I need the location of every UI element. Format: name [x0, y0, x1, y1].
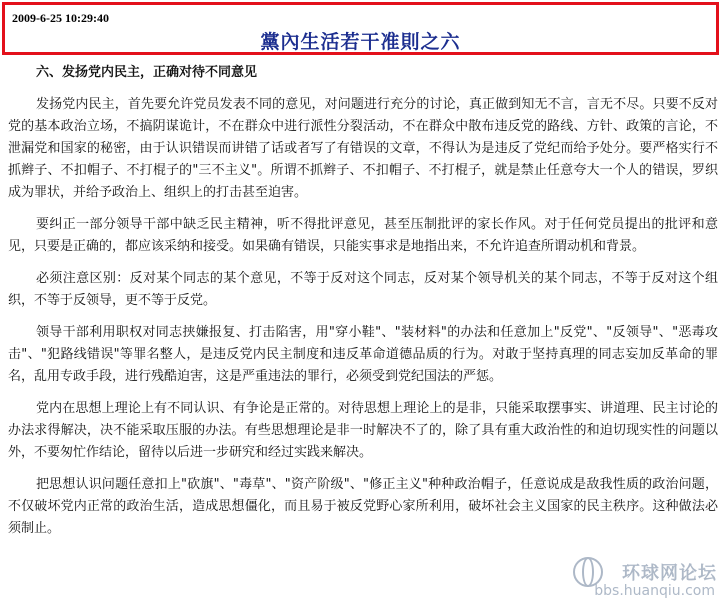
watermark-name: 环球网论坛: [622, 563, 717, 584]
watermark-url: bbs.huanqiu.com: [594, 583, 715, 599]
section-heading: 六、发扬党内民主，正确对待不同意见: [36, 65, 258, 80]
header-box: [2, 2, 719, 55]
watermark: [571, 555, 721, 605]
paragraph-3: 必须注意区别：反对某个同志的某个意见，不等于反对这个同志，反对某个领导机关的某个同志，不等于反对这个组织，不等于反领导，更不等于反党。: [8, 271, 718, 308]
page-title: 黨內生活若干准則之六: [260, 31, 461, 53]
article-body: [8, 62, 718, 550]
paragraph-1: 发扬党内民主，首先要允许党员发表不同的意见，对问题进行充分的讨论，真正做到知无不言，言无不尽。只要不反对党的基本政治立场，不搞阴谋诡计，不在群众中进行派性分裂活动，不在群众中散布违反党的路线、方针、政策的言论，不泄漏党和国家的秘密，由于认识错误而讲错了话或者写了有错误的文章，不得认为是违反了党纪而给予处分。要严格实行不抓辫子、不扣帽子、不打棍子的"三不主义"。所谓不抓辫子、不扣帽子、不打棍子，就是禁止任意夸大一个人的错误，罗织成为罪状，并给予政治上、组织上的打击甚至迫害。: [8, 97, 718, 200]
paragraph-2: 要纠正一部分领导干部中缺乏民主精神，听不得批评意见，甚至压制批评的家长作风。对于任何党员提出的批评和意见，只要是正确的，都应该采纳和接受。如果确有错误，只能实事求是地指出来，不允许追查所谓动机和背景。: [8, 217, 718, 254]
paragraph-6: 把思想认识问题任意扣上"砍旗"、"毒草"、"资产阶级"、"修正主义"种种政治帽子，任意说成是敌我性质的政治问题，不仅破坏党内正常的政治生活，造成思想僵化，而且易于被反党野心家所利用，破坏社会主义国家的民主秩序。这种做法必须制止。: [8, 477, 718, 536]
timestamp: 2009-6-25 10:29:40: [12, 11, 109, 25]
paragraph-5: 党内在思想上理论上有不同认识、有争论是正常的。对待思想上理论上的是非，只能采取摆事实、讲道理、民主讨论的办法求得解决，决不能采取压服的办法。有些思想理论是非一时解决不了的，除了具有重大政治性的和迫切现实性的问题以外，不要匆忙作结论，留待以后进一步研究和经过实践来解决。: [8, 401, 718, 460]
globe-icon: [573, 557, 603, 587]
paragraph-4: 领导干部利用职权对同志挟嫌报复、打击陷害，用"穿小鞋"、"装材料"的办法和任意加上"反党"、"反领导"、"恶毒攻击"、"犯路线错误"等罪名整人，是违反党内民主制度和违反革命道德品质的行为。对敢于坚持真理的同志妄加反革命的罪名，乱用专政手段，进行残酷迫害，这是严重违法的罪行，必须受到党纪国法的严惩。: [8, 325, 718, 384]
